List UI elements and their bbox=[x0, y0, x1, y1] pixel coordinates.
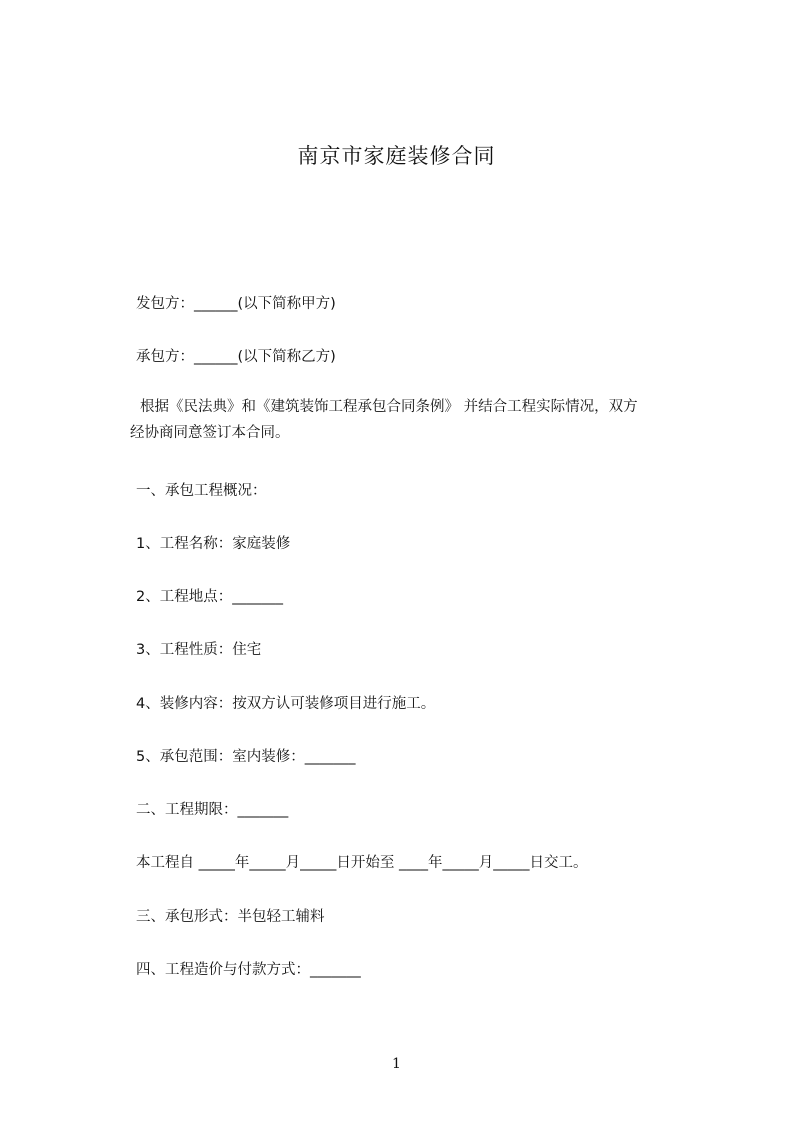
schedule-line: 本工程自 _____年_____月_____日开始至 ____年_____月_____日交工。 bbox=[136, 855, 588, 871]
preamble-paragraph bbox=[130, 394, 710, 446]
party-a-line: 发包方：______(以下简称甲方) bbox=[136, 296, 336, 312]
preamble-line-2: 经协商同意签订本合同。 bbox=[130, 425, 290, 441]
preamble-line-1: 根据《民法典》和《建筑装饰工程承包合同条例》 并结合工程实际情况，双方 bbox=[140, 399, 638, 415]
section-2-heading: 二、工程期限：_______ bbox=[136, 802, 289, 818]
item-3-project-nature: 3、工程性质：住宅 bbox=[136, 642, 262, 658]
item-1-project-name: 1、工程名称：家庭装修 bbox=[136, 536, 291, 552]
section-3-heading: 三、承包形式：半包轻工辅料 bbox=[136, 909, 325, 925]
section-4-heading: 四、工程造价与付款方式：_______ bbox=[136, 962, 361, 978]
item-4-decoration-content: 4、装修内容：按双方认可装修项目进行施工。 bbox=[136, 696, 436, 712]
section-1-heading: 一、承包工程概况： bbox=[136, 483, 267, 499]
item-5-contract-scope: 5、承包范围：室内装修：_______ bbox=[136, 749, 356, 765]
item-2-project-location: 2、工程地点：_______ bbox=[136, 589, 283, 605]
party-b-line: 承包方：______(以下简称乙方) bbox=[136, 349, 336, 365]
document-title: 南京市家庭装修合同 bbox=[297, 144, 496, 168]
page-number: 1 bbox=[392, 1056, 401, 1072]
